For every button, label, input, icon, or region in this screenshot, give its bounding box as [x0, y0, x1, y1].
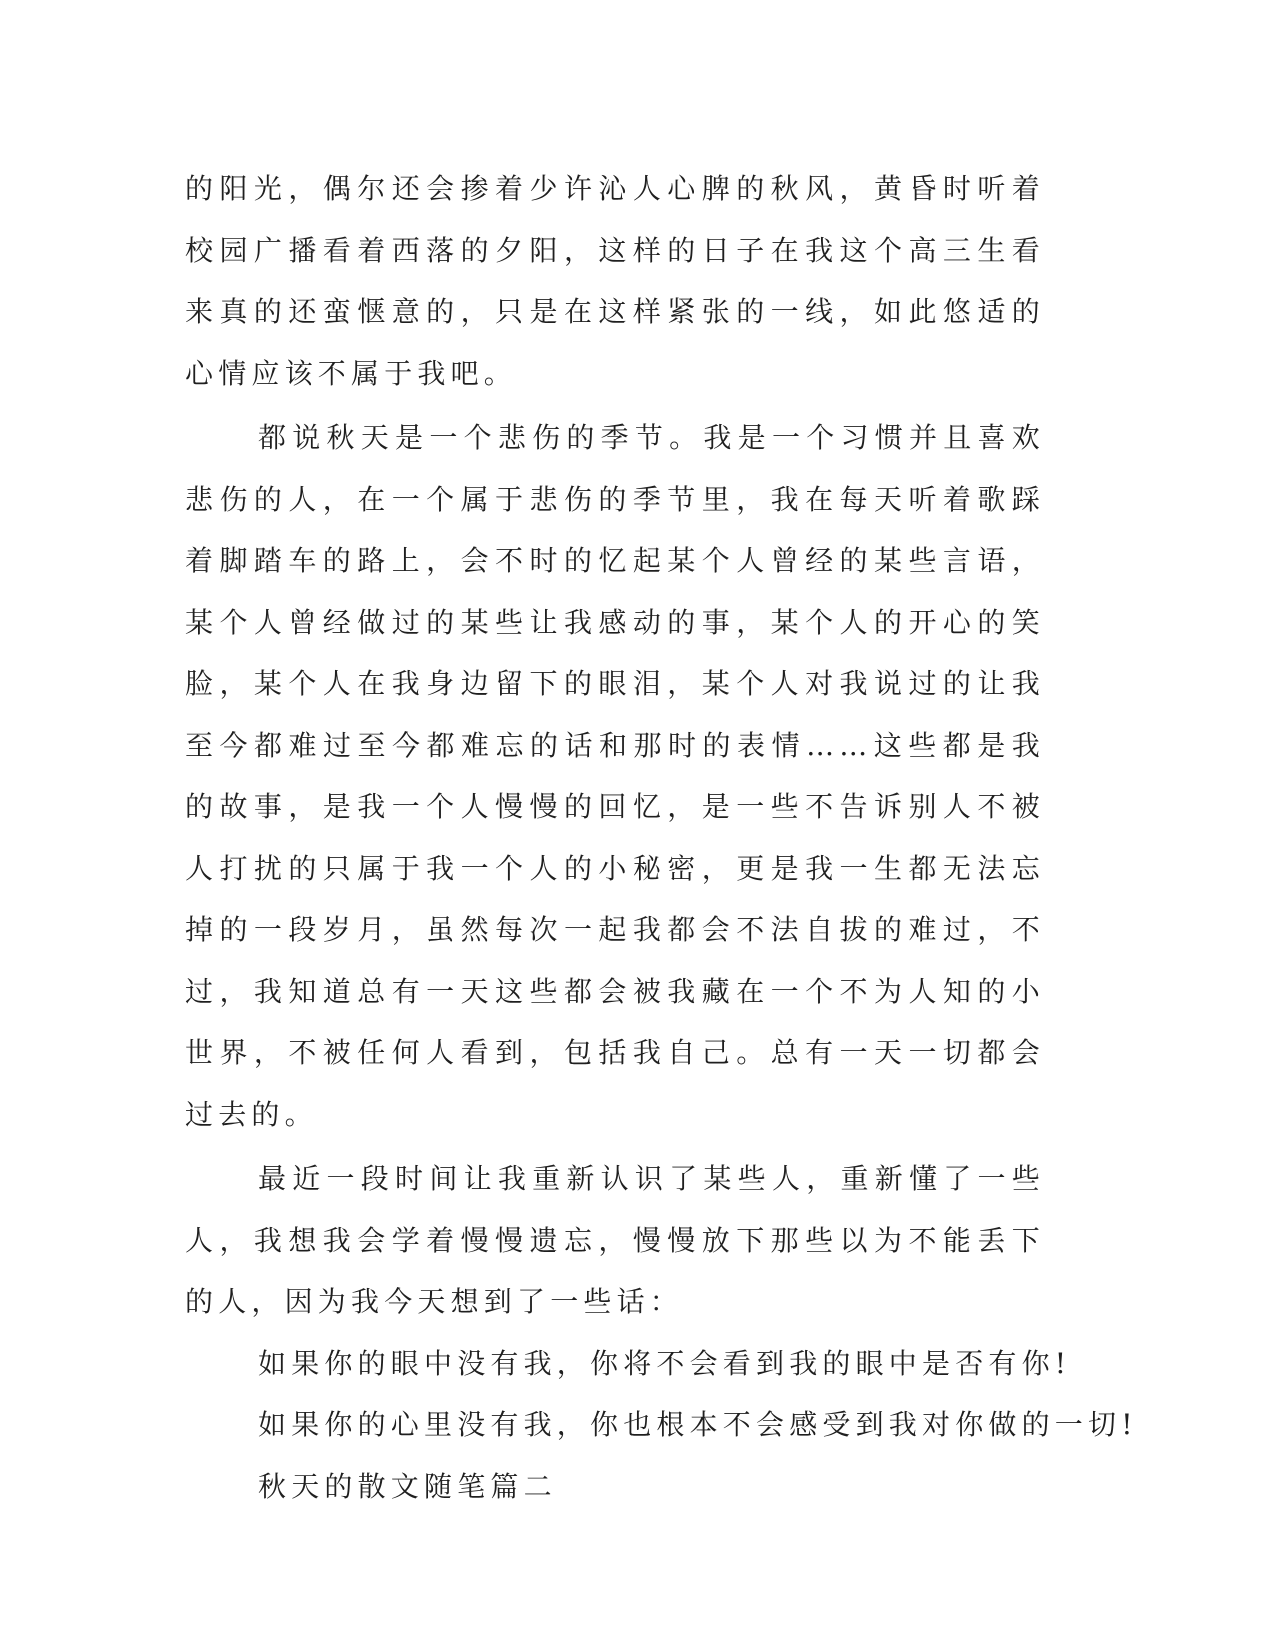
quote-line-heart: 如果你的心里没有我，你也根本不会感受到我对你做的一切! [258, 1408, 1138, 1441]
section-heading: 秋天的散文随笔篇二 [258, 1469, 557, 1503]
quote-line-eyes: 如果你的眼中没有我，你将不会看到我的眼中是否有你! [258, 1346, 1072, 1380]
paragraph-continuation: 的阳光，偶尔还会掺着少许沁人心脾的秋风，黄昏时听着校园广播看着西落的夕阳，这样的日子在我这个高三生看来真的还蛮惬意的，只是在这样紧张的一线，如此悠适的心情应该不属于我吧。 [185, 172, 1045, 390]
document-body [185, 158, 1138, 1517]
paragraph-autumn-sadness: 都说秋天是一个悲伤的季节。我是一个习惯并且喜欢悲伤的人，在一个属于悲伤的季节里，我在每天听着歌踩着脚踏车的路上，会不时的忆起某个人曾经的某些言语，某个人曾经做过的某些让我感动的事，某个人的开心的笑脸，某个人在我身边留下的眼泪，某个人对我说过的让我至今都难过至今都难忘的话和那时的表情……这些都是我的故事，是我一个人慢慢的回忆，是一些不告诉别人不被人打扰的只属于我一个人的小秘密，更是我一生都无法忘掉的一段岁月，虽然每次一起我都会不法自拔的难过，不过，我知道总有一天这些都会被我藏在一个不为人知的小世界，不被任何人看到，包括我自己。总有一天一切都会过去的。 [185, 421, 1045, 1131]
paragraph-recent-reflection: 最近一段时间让我重新认识了某些人，重新懂了一些人，我想我会学着慢慢遗忘，慢慢放下那些以为不能丢下的人，因为我今天想到了一些话： [185, 1162, 1045, 1318]
